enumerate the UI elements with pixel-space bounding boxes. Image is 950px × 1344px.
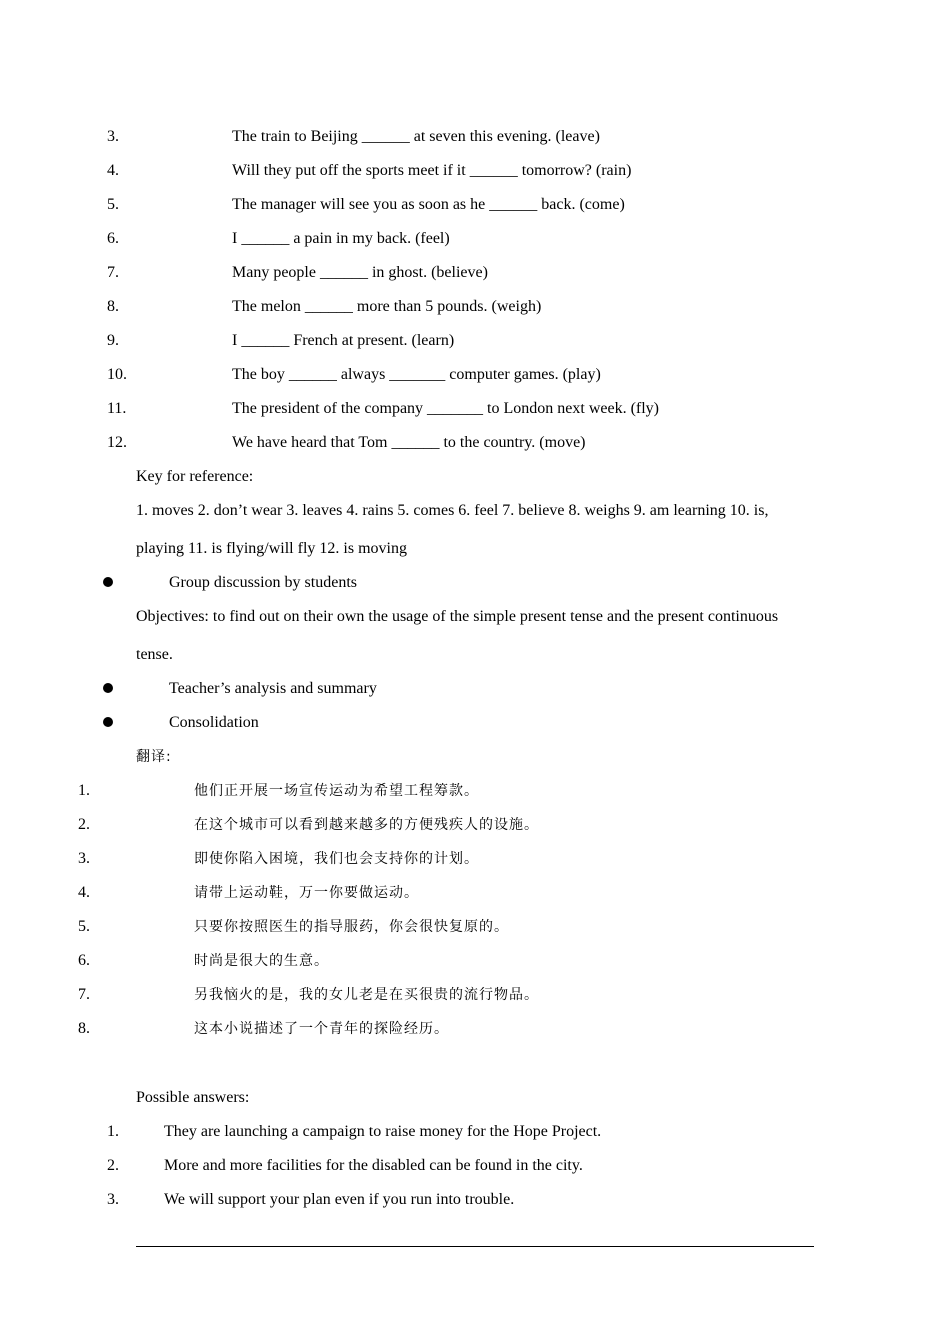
exercise-item-text: We have heard that Tom ______ to the country. (move) bbox=[232, 434, 586, 451]
translation-item-text: 时尚是很大的生意。 bbox=[194, 953, 329, 969]
translation-item-text: 在这个城市可以看到越来越多的方便残疾人的设施。 bbox=[194, 817, 539, 833]
translation-item-number: 3. bbox=[78, 850, 90, 867]
bullet-icon bbox=[103, 717, 113, 727]
answer-item-text: We will support your plan even if you run into trouble. bbox=[164, 1191, 515, 1208]
exercise-item-text: The train to Beijing ______ at seven this evening. (leave) bbox=[232, 128, 600, 145]
exercise-item-number: 7. bbox=[107, 264, 119, 281]
translation-item-text: 这本小说描述了一个青年的探险经历。 bbox=[194, 1021, 449, 1037]
translation-item-number: 7. bbox=[78, 986, 90, 1003]
exercise-item-text: The president of the company _______ to London next week. (fly) bbox=[232, 400, 659, 417]
answer-item-text: They are launching a campaign to raise money for the Hope Project. bbox=[164, 1123, 602, 1140]
exercise-item-number: 6. bbox=[107, 230, 119, 247]
answers-heading: Possible answers: bbox=[136, 1089, 250, 1106]
exercise-item-text: The manager will see you as soon as he ______ back. (come) bbox=[232, 196, 625, 213]
answer-item-number: 2. bbox=[107, 1157, 119, 1174]
exercise-item-number: 5. bbox=[107, 196, 119, 213]
key-answers-line: 1. moves 2. don’t wear 3. leaves 4. rains 5. comes 6. feel 7. believe 8. weighs 9. am learning 10. is, bbox=[136, 502, 769, 519]
exercise-item-number: 9. bbox=[107, 332, 119, 349]
exercise-item-text: Will they put off the sports meet if it ______ tomorrow? (rain) bbox=[232, 162, 632, 179]
objectives-line: Objectives: to find out on their own the usage of the simple present tense and the present continuous bbox=[136, 608, 779, 625]
objectives-line: tense. bbox=[136, 646, 173, 663]
translation-item-text: 只要你按照医生的指导服药，你会很快复原的。 bbox=[194, 919, 509, 935]
translation-item-number: 5. bbox=[78, 918, 90, 935]
translation-item-text: 请带上运动鞋，万一你要做运动。 bbox=[194, 885, 419, 901]
translation-item-text: 即使你陷入困境，我们也会支持你的计划。 bbox=[194, 851, 479, 867]
exercise-item-text: I ______ French at present. (learn) bbox=[232, 332, 455, 349]
translation-item-text: 他们正开展一场宣传运动为希望工程筹款。 bbox=[194, 783, 479, 799]
translation-item-number: 8. bbox=[78, 1020, 90, 1037]
translation-item-number: 2. bbox=[78, 816, 90, 833]
bullet-group-discussion: Group discussion by students bbox=[169, 574, 357, 591]
exercise-item-text: The boy ______ always _______ computer games. (play) bbox=[232, 366, 601, 383]
translation-item-number: 4. bbox=[78, 884, 90, 901]
exercise-item-number: 10. bbox=[107, 366, 127, 383]
exercise-item-text: The melon ______ more than 5 pounds. (weigh) bbox=[232, 298, 542, 315]
exercise-item-number: 12. bbox=[107, 434, 127, 451]
translation-heading: 翻译: bbox=[136, 749, 172, 765]
exercise-item-number: 11. bbox=[107, 400, 127, 417]
translation-item-number: 6. bbox=[78, 952, 90, 969]
key-answers-line: playing 11. is flying/will fly 12. is moving bbox=[136, 540, 407, 557]
exercise-item-number: 8. bbox=[107, 298, 119, 315]
bullet-icon bbox=[103, 577, 113, 587]
key-heading: Key for reference: bbox=[136, 468, 254, 485]
exercise-item-text: Many people ______ in ghost. (believe) bbox=[232, 264, 488, 281]
bullet-icon bbox=[103, 683, 113, 693]
answer-item-number: 1. bbox=[107, 1123, 119, 1140]
translation-item-number: 1. bbox=[78, 782, 90, 799]
exercise-item-number: 3. bbox=[107, 128, 119, 145]
answer-item-number: 3. bbox=[107, 1191, 119, 1208]
bullet-teacher-analysis: Teacher’s analysis and summary bbox=[169, 680, 377, 697]
translation-item-text: 另我恼火的是，我的女儿老是在买很贵的流行物品。 bbox=[194, 987, 539, 1003]
bullet-consolidation: Consolidation bbox=[169, 714, 259, 731]
footer-divider bbox=[136, 1246, 814, 1247]
answer-item-text: More and more facilities for the disabled can be found in the city. bbox=[164, 1157, 583, 1174]
exercise-item-number: 4. bbox=[107, 162, 119, 179]
exercise-item-text: I ______ a pain in my back. (feel) bbox=[232, 230, 450, 247]
